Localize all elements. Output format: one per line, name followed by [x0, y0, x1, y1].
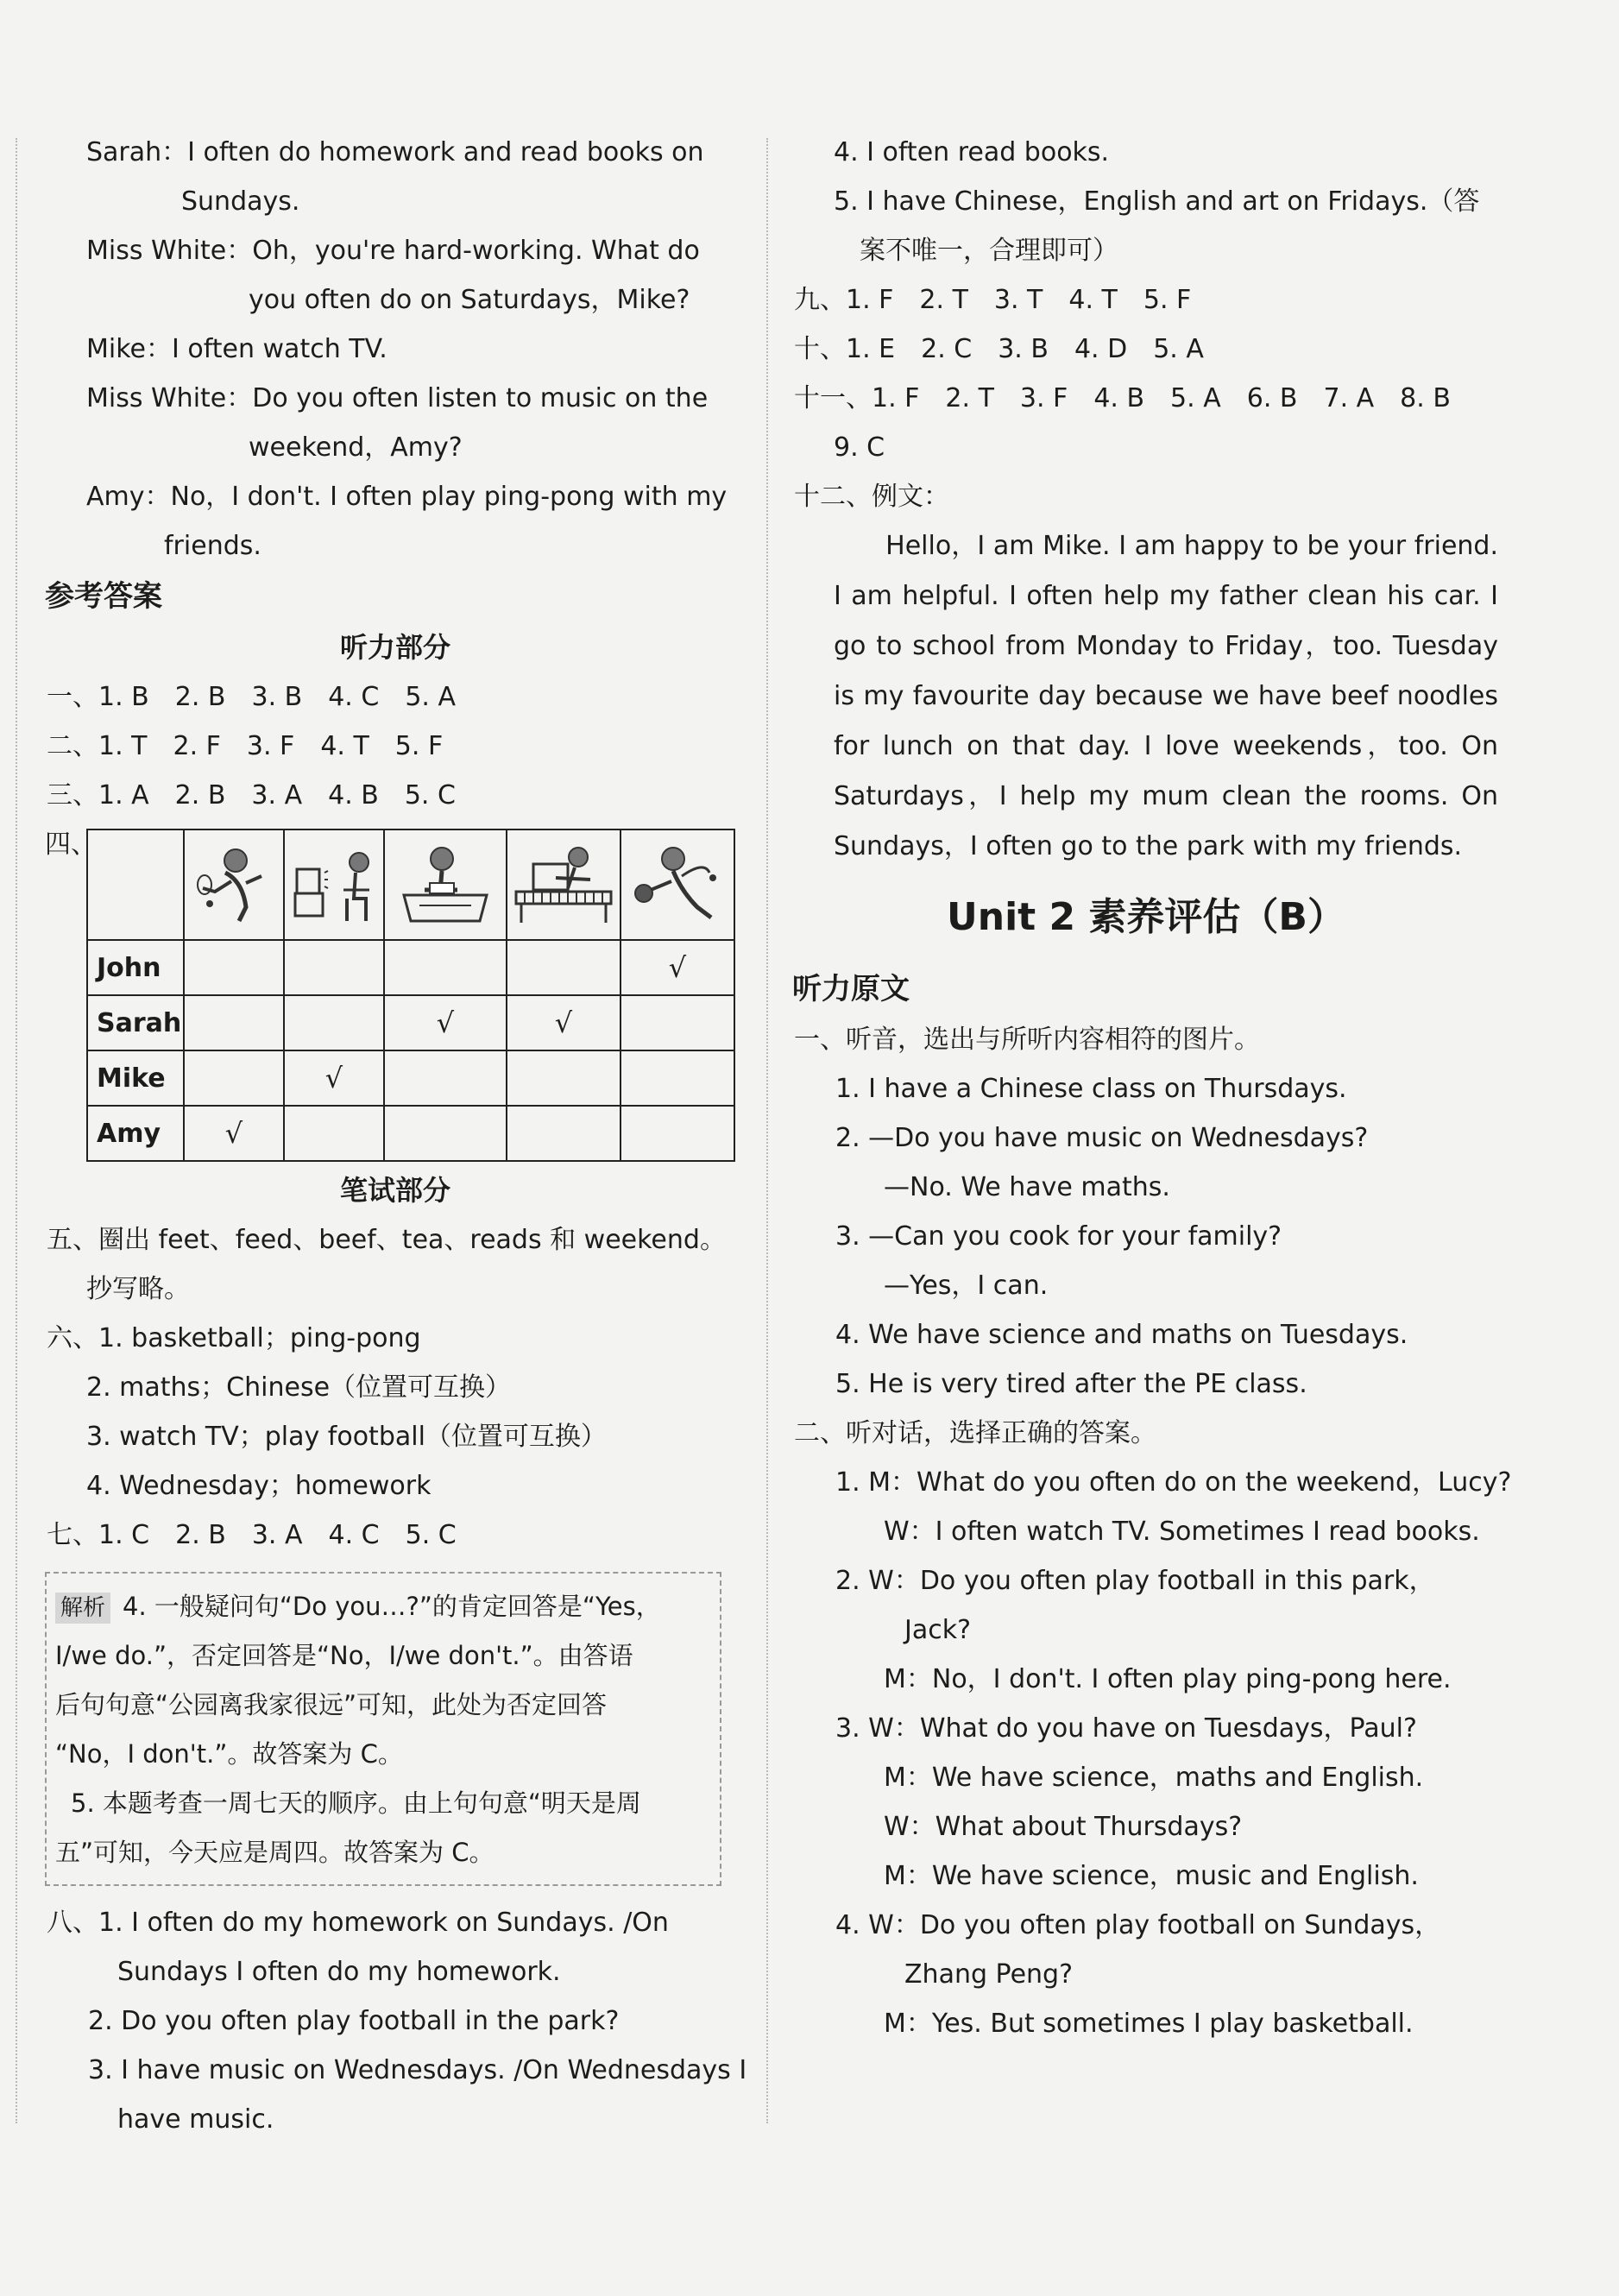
- script-line: M：No，I don't. I often play ping-pong here.: [884, 1664, 1452, 1694]
- table-row: [87, 995, 734, 1050]
- check-cell: √: [384, 995, 507, 1050]
- check-cell: [507, 940, 621, 995]
- answer-line: 3. watch TV；play football（位置可互换）: [86, 1422, 607, 1452]
- check-cell: [621, 1050, 734, 1106]
- row-name: Amy: [87, 1106, 184, 1161]
- analysis-line: 后句句意“公园离我家很远”可知，此处为否定回答: [55, 1690, 608, 1719]
- answer-line: 六、1. basketball；ping-pong: [47, 1323, 421, 1353]
- answer-line: Sundays I often do my homework.: [117, 1957, 561, 1987]
- analysis-line: “No，I don't.”。故答案为 C。: [55, 1739, 403, 1769]
- answer-line: have music.: [117, 2104, 274, 2135]
- dialog-line: weekend，Amy?: [249, 432, 463, 463]
- answer-line: 二、1. T 2. F 3. F 4. T 5. F: [47, 731, 444, 761]
- check-cell: [621, 995, 734, 1050]
- check-cell: [184, 995, 284, 1050]
- answer-line: 五、圈出 feet、feed、beef、tea、reads 和 weekend。: [47, 1225, 726, 1255]
- script-line: 2. —Do you have music on Wednesdays?: [835, 1123, 1369, 1153]
- row-name: Mike: [87, 1050, 184, 1106]
- answer-4-block: [45, 820, 746, 1165]
- check-cell: √: [284, 1050, 384, 1106]
- row-name: John: [87, 940, 184, 995]
- dialog-line: Sundays.: [181, 186, 300, 217]
- check-cell: [507, 1050, 621, 1106]
- answer-line: 十、1. E 2. C 3. B 4. D 5. A: [794, 334, 1204, 364]
- table-corner-cell: [87, 829, 184, 940]
- answer-line: 案不唯一，合理即可）: [860, 236, 1118, 266]
- check-cell: [507, 1106, 621, 1161]
- check-cell: [621, 1106, 734, 1161]
- script-line: Jack?: [904, 1615, 972, 1645]
- question-title: 二、听对话，选择正确的答案。: [794, 1418, 1156, 1448]
- badminton-icon: [184, 829, 284, 940]
- answer-line: 5. I have Chinese，English and art on Fridays.（答: [834, 186, 1480, 217]
- check-cell: [284, 995, 384, 1050]
- answers-title: 参考答案: [45, 579, 162, 614]
- check-cell: [384, 1106, 507, 1161]
- answer-line: 抄写略。: [86, 1274, 190, 1304]
- script-line: 2. W：Do you often play football in this park，: [835, 1566, 1435, 1596]
- written-section-title: 笔试部分: [339, 1174, 450, 1207]
- homework-icon: [384, 829, 507, 940]
- answer-line: 一、1. B 2. B 3. B 4. C 5. A: [47, 682, 457, 712]
- dialog-line: Sarah：I often do homework and read books on: [86, 137, 704, 167]
- analysis-tag: 解析: [55, 1593, 110, 1624]
- check-cell: √: [507, 995, 621, 1050]
- answer-line: 2. Do you often play football in the park?: [88, 2006, 620, 2036]
- listening-section-title: 听力部分: [339, 631, 450, 664]
- check-cell: √: [621, 940, 734, 995]
- answer-line: 八、1. I often do my homework on Sundays. /On: [47, 1908, 669, 1938]
- answer-line: 3. I have music on Wednesdays. /On Wednesdays I: [88, 2055, 747, 2085]
- left-margin-rule: [16, 138, 17, 2123]
- table-row: [87, 1106, 734, 1161]
- dialog-line: Mike：I often watch TV.: [86, 334, 387, 364]
- answer-line: 十一、1. F 2. T 3. F 4. B 5. A 6. B 7. A 8. B: [794, 383, 1451, 413]
- check-cell: [184, 940, 284, 995]
- script-line: M：Yes. But sometimes I play basketball.: [884, 2009, 1414, 2039]
- ping-pong-icon: [621, 829, 734, 940]
- table-row: [87, 1050, 734, 1106]
- listening-script-title: 听力原文: [792, 972, 910, 1006]
- piano-icon: [507, 829, 621, 940]
- script-line: 1. M：What do you often do on the weekend，Lucy?: [835, 1467, 1512, 1498]
- check-cell: [184, 1050, 284, 1106]
- script-line: 4. W：Do you often play football on Sundays，: [835, 1910, 1441, 1940]
- script-line: 1. I have a Chinese class on Thursdays.: [835, 1074, 1347, 1104]
- check-cell: [284, 1106, 384, 1161]
- script-line: —Yes，I can.: [884, 1271, 1049, 1301]
- table-row: [87, 940, 734, 995]
- answer-line: 9. C: [834, 432, 885, 463]
- dialog-line: Miss White：Oh，you're hard-working. What do: [86, 236, 700, 266]
- script-line: Zhang Peng?: [904, 1959, 1073, 1990]
- script-line: W：I often watch TV. Sometimes I read books.: [884, 1517, 1480, 1547]
- analysis-box: [45, 1572, 721, 1886]
- script-line: M：We have science，music and English.: [884, 1861, 1419, 1891]
- check-cell: √: [184, 1106, 284, 1161]
- answer-line: 4. I often read books.: [834, 137, 1110, 167]
- analysis-line: I/we do.”，否定回答是“No，I/we don't.”。由答语: [55, 1641, 633, 1670]
- analysis-line: 五”可知，今天应是周四。故答案为 C。: [55, 1838, 495, 1867]
- row-name: Sarah: [87, 995, 184, 1050]
- check-cell: [384, 1050, 507, 1106]
- analysis-line: 5. 本题考查一周七天的顺序。由上句句意“明天是周: [71, 1788, 641, 1818]
- analysis-text: 4. 一般疑问句“Do you…?”的肯定回答是“Yes，: [123, 1592, 661, 1621]
- question-title: 一、听音，选出与所听内容相符的图片。: [794, 1025, 1260, 1055]
- dialog-line: friends.: [164, 531, 261, 561]
- answer-line: 4. Wednesday；homework: [86, 1471, 432, 1501]
- answer-line: 七、1. C 2. B 3. A 4. C 5. C: [47, 1520, 457, 1550]
- sample-essay: Hello，I am Mike. I am happy to be your friend. I am helpful. I often help my father clean his car. I go to school from Monday to Friday，too. Tuesday is my favourite day because we have beef noodles for lunch on that day. I love weekends，too. On Saturdays，I help my mum clean the rooms. On Sundays，I often go to the park with my friends.: [834, 531, 1498, 861]
- analysis-line: [55, 1582, 704, 1631]
- dialog-line: Amy：No，I don't. I often play ping-pong with my: [86, 482, 728, 512]
- answer-line: 2. maths；Chinese（位置可互换）: [86, 1372, 512, 1403]
- right-column: [792, 128, 1512, 2048]
- script-line: —No. We have maths.: [884, 1172, 1170, 1202]
- check-cell: [284, 940, 384, 995]
- script-line: 3. —Can you cook for your family?: [835, 1221, 1282, 1252]
- column-divider: [766, 138, 768, 2123]
- dialog-line: you often do on Saturdays，Mike?: [249, 285, 690, 315]
- dialog-line: Miss White：Do you often listen to music on the: [86, 383, 709, 413]
- script-line: 3. W：What do you have on Tuesdays，Paul?: [835, 1713, 1417, 1744]
- answer-4-label: 四、: [45, 829, 97, 860]
- script-line: 5. He is very tired after the PE class.: [835, 1369, 1307, 1399]
- watch-tv-icon: [284, 829, 384, 940]
- answer-line: 九、1. F 2. T 3. T 4. T 5. F: [794, 285, 1192, 315]
- answer-line: 三、1. A 2. B 3. A 4. B 5. C: [47, 780, 456, 811]
- answer-line: 十二、例文：: [794, 482, 949, 512]
- left-column: [45, 128, 746, 2144]
- script-line: W：What about Thursdays?: [884, 1812, 1243, 1842]
- script-line: 4. We have science and maths on Tuesdays.: [835, 1320, 1408, 1350]
- unit-title: Unit 2 素养评估（B）: [947, 895, 1345, 939]
- script-line: M：We have science，maths and English.: [884, 1763, 1424, 1793]
- check-cell: [384, 940, 507, 995]
- activity-table: [86, 829, 735, 1162]
